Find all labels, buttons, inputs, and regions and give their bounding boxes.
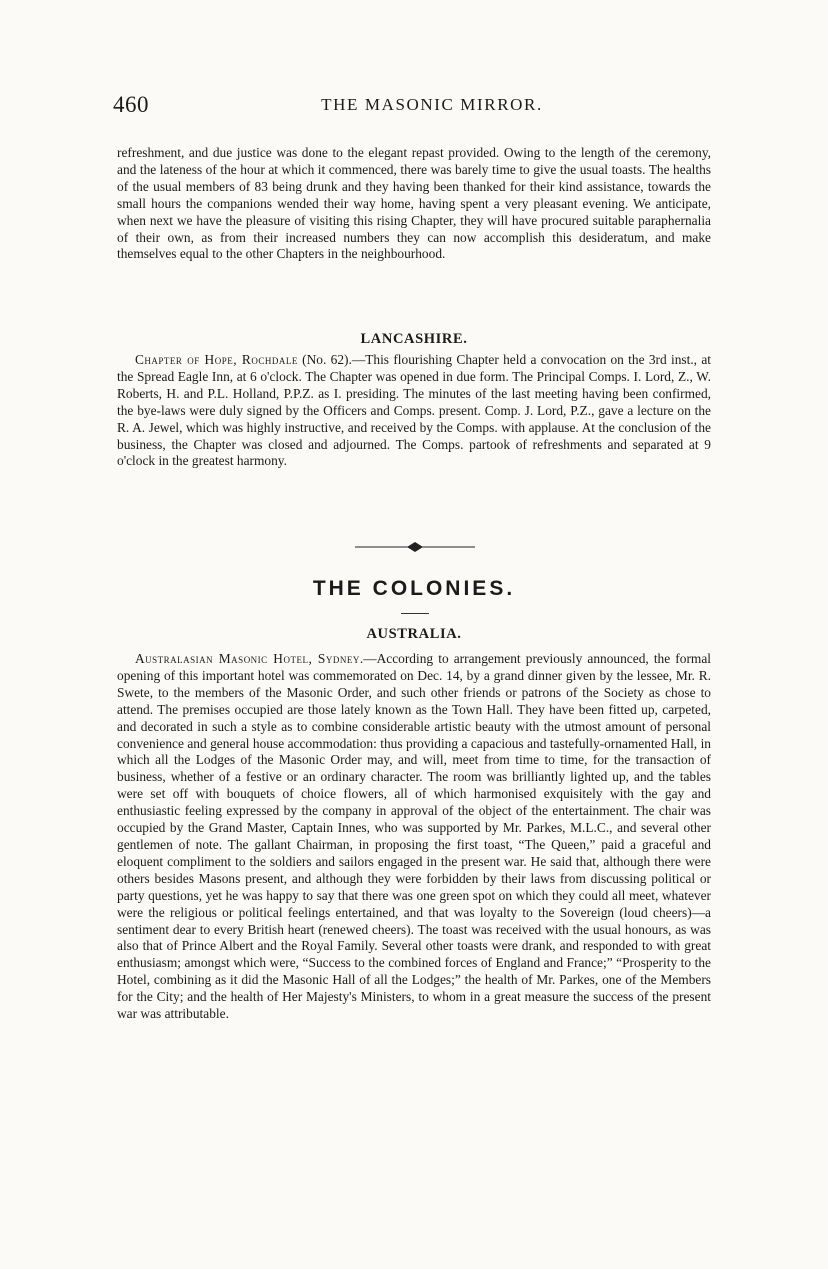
page-header [113,92,711,122]
australia-heading: AUSTRALIA. [366,626,462,642]
diamond-icon [407,542,423,552]
lancashire-heading: LANCASHIRE. [360,331,468,347]
lancashire-paragraph [117,352,711,470]
australia-paragraph [117,651,711,1023]
lancashire-body: (No. 62).—This flourishing Chapter held a convocation on the 3rd inst., at the Spread Eagle Inn, at 6 o'clock. The Chapter was opened in due form. The Principal Comps. I. Lord, Z., W. Roberts, H. and P.L. Holland, P.P.Z. as I. presiding. The minutes of the last meeting having been confirmed, the bye-laws were duly signed by the Officers and Comps. present. Comp. J. Lord, P.Z., gave a lecture on the R. A. Jewel, which was highly instructive, and received by the Comps. with applause. At the conclusion of the business, the Chapter was closed and adjourned. The Comps. partook of refreshments and separated at 9 o'clock in the greatest harmony. [117,352,712,469]
page-number: 460 [113,92,149,117]
colonies-title: THE COLONIES. [312,577,516,600]
running-title: THE MASONIC MIRROR. [321,95,543,114]
continuation-paragraph: refreshment, and due justice was done to the elegant repast provided. Owing to the length of the ceremony, and the lateness of the hour at which it commenced, there was barely time to give the usual toasts. The healths of the usual members of 83 being drunk and they having been thanked for their kind assistance, towards the small hours the companions wended their way home, having spent a very pleasant evening. We anticipate, when next we have the pleasure of visiting this rising Chapter, they will have procured suitable paraphernalia of their own, as from their increased numbers they can now accomplish this desideratum, and make themselves equal to the other Chapters in the neighbourhood. [117,145,711,262]
section-divider-ornament [355,540,475,554]
australia-lead-in: Australasian Masonic Hotel, Sydney [135,651,360,666]
title-rule [401,613,429,614]
lancashire-lead-in: Chapter of Hope, Rochdale [135,352,298,367]
australia-body: .—According to arrangement previously announced, the formal opening of this important hotel was commemorated on Dec. 14, by a grand dinner given by the lessee, Mr. R. Swete, to the members of the Masonic Order, and such other friends or patrons of the Society as chose to attend. The premises occupied are those lately known as the Town Hall. They have been fitted up, carpeted, and decorated in such a style as to combine considerable artistic beauty with the utmost amount of personal convenience and general house accommodation: thus providing a capacious and tastefully-ornamented Hall, in which all the Lodges of the Masonic Order may, and will, meet from time to time, for the transaction of business, whether of a festive or an ordinary character. The room was brilliantly lighted up, and the tables were set off with bouquets of choice flowers, all of which harmonised exquisitely with the gay and enthusiastic feeling expressed by the company in approval of the object of the entertainment. The chair was occupied by the Grand Master, Captain Innes, who was supported by Mr. Parkes, M.L.C., and several other gentlemen of note. The gallant Chairman, in proposing the first toast, “The Queen,” paid a graceful and eloquent compliment to the soldiers and sailors engaged in the present war. He said that, although there were others besides Masons present, and although they were forbidden by their laws from discussing political or party questions, yet he was happy to say that there was one green spot on which they could all meet, whatever were the religious or political feelings entertained, and that was loyalty to the Sovereign (loud cheers)—a sentiment dear to every British heart (renewed cheers). The toast was received with the usual honours, as was also that of Prince Albert and the Royal Family. Several other toasts were drank, and responded to with great enthusiasm; amongst which were, “Success to the combined forces of England and France;” “Prosperity to the Hotel, combining as it did the Masonic Hall of all the Lodges;” the health of Mr. Parkes, one of the Members for the City; and the health of Her Majesty's Ministers, to whom in a great measure the success of the present war was attributable. [117,651,711,1022]
